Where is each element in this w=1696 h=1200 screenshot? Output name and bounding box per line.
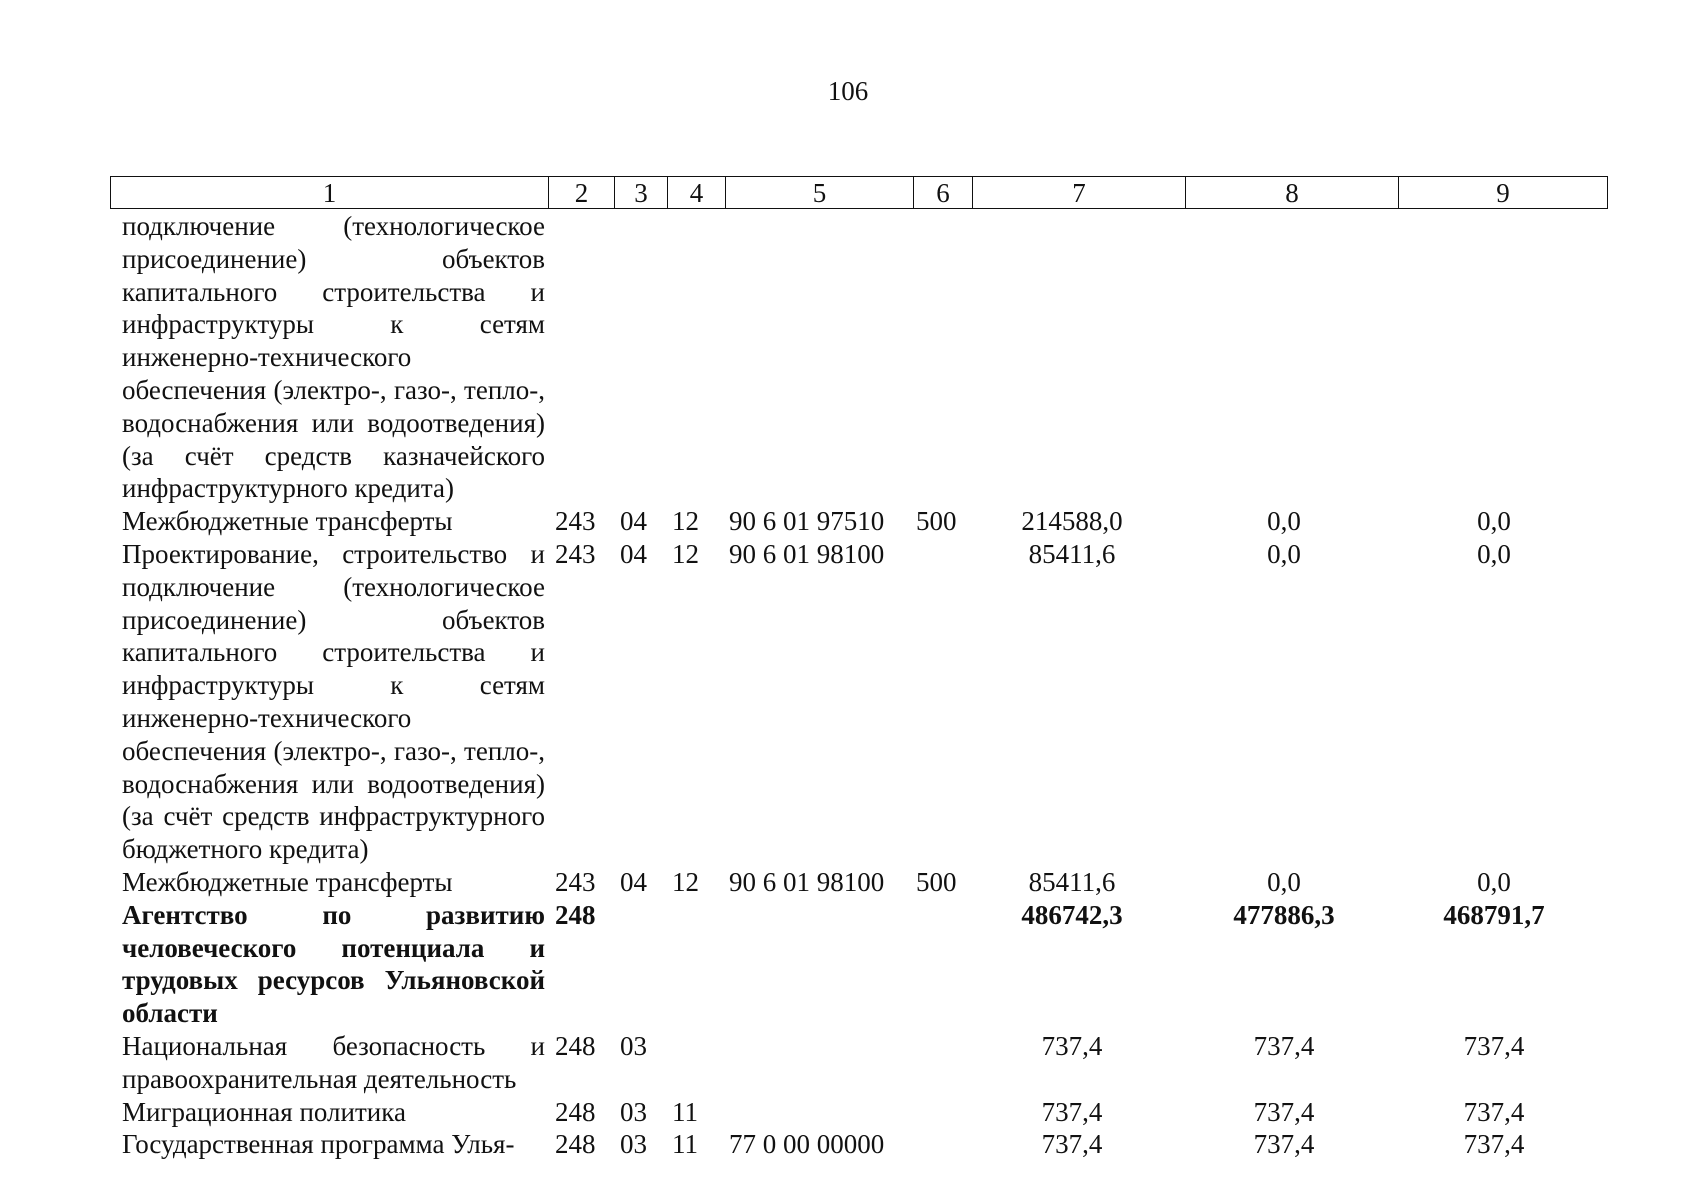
row-code-section: 04 [620, 506, 647, 537]
row-amount-col9: 0,0 [1477, 506, 1511, 537]
row-amount-col8: 477886,3 [1233, 899, 1335, 930]
row-code-expense [908, 1128, 966, 1161]
header-col-7: 7 [973, 177, 1186, 209]
row-code-section: 04 [620, 538, 647, 569]
row-code-subsection: 12 [672, 538, 699, 569]
row-amount-col9 [1390, 210, 1598, 505]
row-amount-col8: 737,4 [1253, 1129, 1315, 1160]
budget-table [110, 210, 1598, 1161]
row-code-expense: 500 [916, 506, 957, 537]
table-header [110, 176, 1608, 209]
row-code-target: 77 0 00 00000 [729, 1129, 885, 1160]
row-amount-col9: 468791,7 [1443, 899, 1545, 930]
row-amount-col9: 0,0 [1477, 866, 1511, 897]
page-number: 106 [827, 76, 869, 106]
row-amount-col7: 214588,0 [1021, 506, 1123, 537]
row-code-section: 03 [620, 1030, 647, 1061]
row-code-admin: 248 [555, 1030, 596, 1061]
header-row [111, 177, 1608, 209]
row-code-admin: 248 [555, 899, 596, 930]
row-code-subsection [664, 1030, 721, 1096]
row-code-subsection: 12 [672, 866, 699, 897]
row-amount-col9: 0,0 [1477, 538, 1511, 569]
row-code-admin: 248 [555, 1129, 596, 1160]
header-col-8: 8 [1186, 177, 1399, 209]
header-col-3: 3 [615, 177, 668, 209]
row-code-expense [908, 1030, 966, 1096]
table-row [110, 1030, 1598, 1096]
row-code-target: 90 6 01 97510 [729, 506, 885, 537]
table-row [110, 1128, 1598, 1161]
row-code-target [721, 1030, 908, 1096]
row-amount-col7: 737,4 [1041, 1096, 1103, 1127]
row-name: Межбюджетные трансферты [122, 506, 453, 537]
row-name: Национальная безопасность и правоохранительная деятельность [122, 1030, 545, 1094]
row-code-subsection [664, 210, 721, 505]
row-code-section: 04 [620, 866, 647, 897]
table-row [110, 1096, 1598, 1129]
row-code-subsection [664, 899, 721, 1030]
row-amount-col8: 0,0 [1267, 506, 1301, 537]
row-code-admin: 243 [555, 538, 596, 569]
row-code-admin: 248 [555, 1096, 596, 1127]
row-code-section [612, 899, 664, 1030]
row-amount-col8 [1178, 210, 1390, 505]
row-amount-col7: 486742,3 [1021, 899, 1123, 930]
row-code-target: 90 6 01 98100 [729, 866, 885, 897]
table-row [110, 899, 1598, 1030]
header-col-1: 1 [111, 177, 549, 209]
header-col-9: 9 [1399, 177, 1608, 209]
row-code-expense [908, 538, 966, 866]
row-code-target [721, 899, 908, 1030]
row-amount-col8: 0,0 [1267, 866, 1301, 897]
row-code-expense: 500 [916, 866, 957, 897]
row-code-subsection: 11 [672, 1129, 698, 1160]
row-code-admin [547, 210, 612, 505]
row-code-section: 03 [620, 1096, 647, 1127]
row-amount-col9: 737,4 [1463, 1030, 1525, 1061]
header-col-4: 4 [668, 177, 726, 209]
header-col-6: 6 [914, 177, 973, 209]
row-code-admin: 243 [555, 866, 596, 897]
row-code-target [721, 210, 908, 505]
row-amount-col7 [966, 210, 1178, 505]
row-name: Миграционная политика [122, 1096, 406, 1127]
header-col-2: 2 [549, 177, 615, 209]
row-name: Проектирование, строительство и подключение (технологическое присоединение) объектов капитального строительства и инфраструктуры к сетям инженерно-технического обеспечения (электро-, газо-, тепло-, водоснабжения или водоотведения) (за счёт средств инфраструктурного бюджетного кредита) [122, 538, 545, 865]
row-amount-col7: 85411,6 [1028, 866, 1116, 897]
row-code-admin: 243 [555, 506, 596, 537]
row-amount-col8: 737,4 [1253, 1096, 1315, 1127]
row-amount-col9: 737,4 [1463, 1096, 1525, 1127]
header-col-5: 5 [726, 177, 914, 209]
table-row [110, 538, 1598, 866]
row-code-section [612, 210, 664, 505]
row-name: Агентство по развитию человеческого потенциала и трудовых ресурсов Ульяновской области [122, 899, 545, 1029]
row-amount-col7: 737,4 [1041, 1129, 1103, 1160]
row-code-target: 90 6 01 98100 [729, 538, 885, 569]
row-code-subsection: 12 [672, 506, 699, 537]
row-code-subsection: 11 [672, 1096, 698, 1127]
row-code-target [721, 1096, 908, 1129]
row-amount-col7: 737,4 [1041, 1030, 1103, 1061]
row-name: Государственная программа Улья- [122, 1129, 515, 1160]
row-amount-col8: 737,4 [1253, 1030, 1315, 1061]
table-row [110, 866, 1598, 899]
table-row [110, 505, 1598, 538]
row-code-expense [908, 210, 966, 505]
row-amount-col8: 0,0 [1267, 538, 1301, 569]
table-row [110, 210, 1598, 505]
row-name: подключение (технологическое присоединение) объектов капитального строительства и инфраструктуры к сетям инженерно-технического обеспечения (электро-, газо-, тепло-, водоснабжения или водоотведения) (за счёт средств казначейского инфраструктурного кредита) [122, 211, 545, 504]
row-code-expense [908, 1096, 966, 1129]
row-amount-col9: 737,4 [1463, 1129, 1525, 1160]
row-code-expense [908, 899, 966, 1030]
row-amount-col7: 85411,6 [1028, 538, 1116, 569]
row-name: Межбюджетные трансферты [122, 866, 453, 897]
row-code-section: 03 [620, 1129, 647, 1160]
